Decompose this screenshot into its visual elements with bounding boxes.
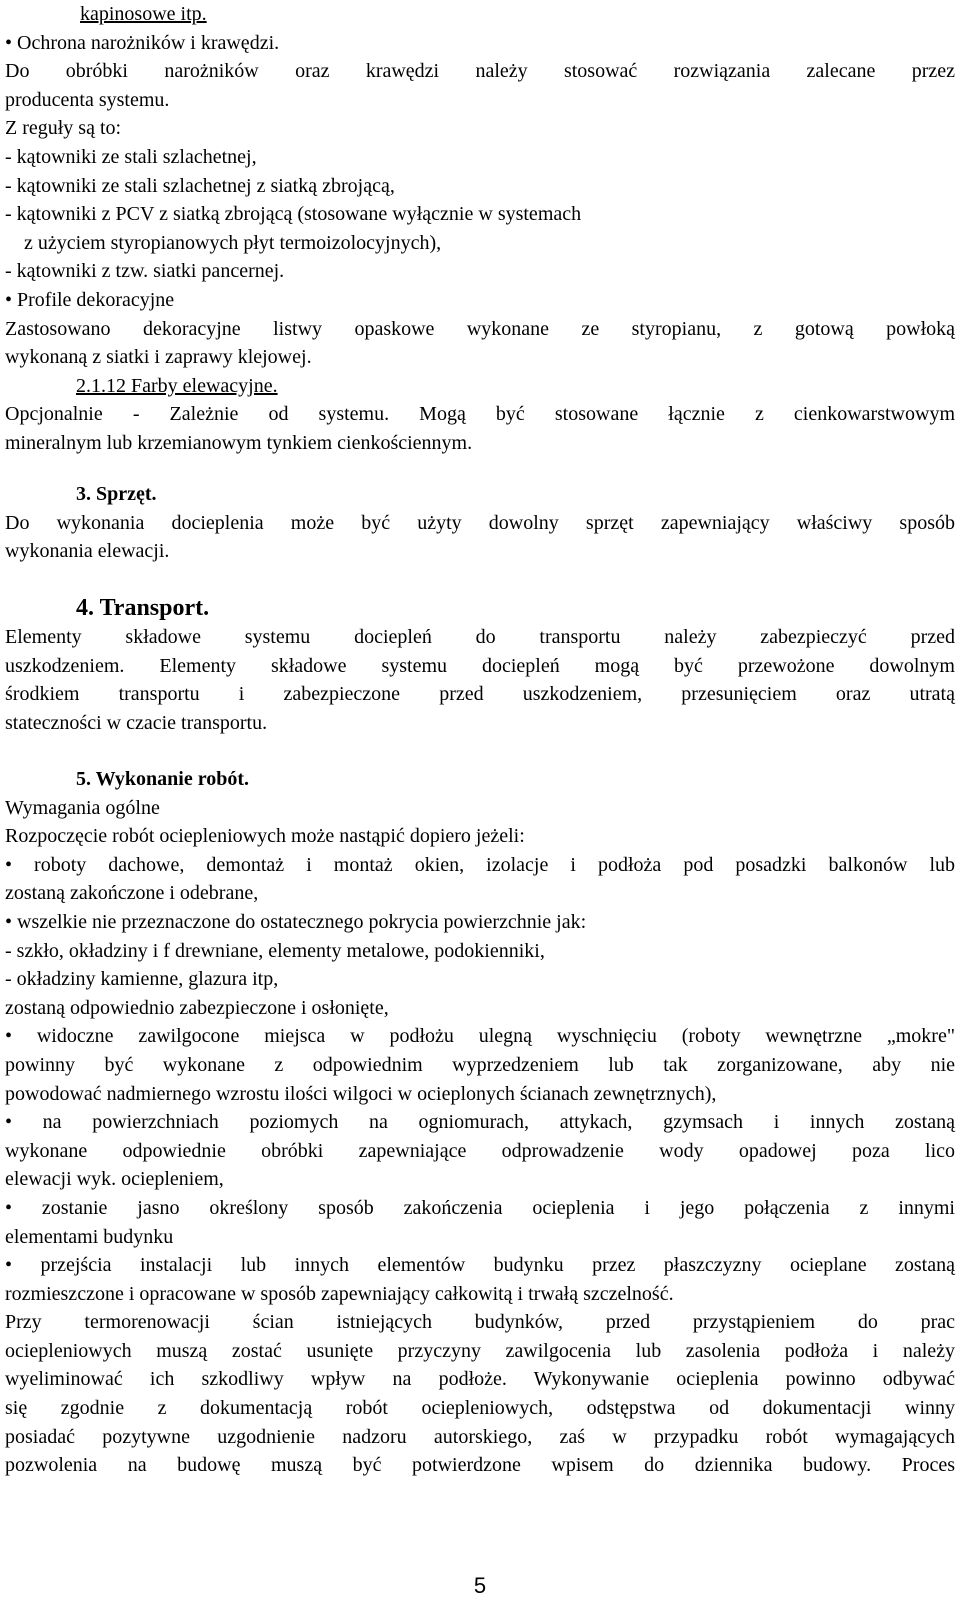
text-line: się zgodnie z dokumentacją robót ociepleniowych, odstępstwa od dokumentacji winny: [5, 1397, 955, 1420]
section-heading: 4. Transport.: [76, 595, 210, 621]
text-line: ociepleniowych muszą zostać usunięte przyczyny zawilgocenia lub zasolenia podłoża i należy: [5, 1339, 955, 1362]
text-line: wykonaną z siatki i zaprawy klejowej.: [5, 346, 312, 369]
subsection-heading: 2.1.12 Farby elewacyjne.: [76, 374, 278, 397]
text-line: Rozpoczęcie robót ociepleniowych może nastąpić dopiero jeżeli:: [5, 825, 525, 848]
text-line: Do obróbki narożników oraz krawędzi należy stosować rozwiązania zalecane przez: [5, 60, 955, 83]
text-line: Opcjonalnie - Zależnie od systemu. Mogą być stosowane łącznie z cienkowarstwowym: [5, 403, 955, 426]
text-line: elewacji wyk. ociepleniem,: [5, 1168, 224, 1191]
bullet-heading: • Ochrona narożników i krawędzi.: [5, 31, 280, 54]
text-line: zostaną zakończone i odebrane,: [5, 882, 259, 905]
list-item: - kątowniki ze stali szlachetnej z siatką zbrojącą,: [5, 174, 395, 197]
section-heading: 3. Sprzęt.: [76, 483, 157, 505]
text-line: producenta systemu.: [5, 88, 170, 111]
text-line: • zostanie jasno określony sposób zakończenia ocieplenia i jego połączenia z innymi: [5, 1196, 955, 1219]
list-item: - kątowniki ze stali szlachetnej,: [5, 145, 257, 168]
bullet-heading: • Profile dekoracyjne: [5, 288, 175, 311]
text-line: środkiem transportu i zabezpieczone przed uszkodzeniem, przesunięciem oraz utratą: [5, 683, 955, 706]
materials-section: [5, 0, 955, 458]
text-line: Zastosowano dekoracyjne listwy opaskowe wykonane ze styropianu, z gotową powłoką: [5, 317, 955, 340]
text-line: • na powierzchniach poziomych na ogniomurach, attykach, gzymsach i innych zostaną: [5, 1111, 955, 1134]
list-item: - kątowniki z tzw. siatki pancernej.: [5, 260, 285, 283]
text-line: powodować nadmiernego wzrostu ilości wilgoci w ocieplonych ścianach zewnętrznych),: [5, 1082, 717, 1105]
section-heading: 5. Wykonanie robót.: [76, 768, 249, 790]
text-line: Wymagania ogólne: [5, 796, 160, 819]
list-item-continuation: z użyciem styropianowych płyt termoizolocyjnych),: [24, 231, 442, 254]
text-line: wykonania elewacji.: [5, 540, 170, 563]
text-line: kapinosowe itp.: [80, 3, 207, 25]
text-line: Przy termorenowacji ścian istniejących budynków, przed przystąpieniem do prac: [5, 1311, 955, 1334]
section-5: [5, 765, 955, 1480]
text-line: powinny być wykonane z odpowiednim wyprzedzeniem lub tak zorganizowane, aby nie: [5, 1053, 955, 1076]
text-line: wyeliminować ich szkodliwy wpływ na podłoże. Wykonywanie ocieplenia powinno odbywać: [5, 1368, 955, 1391]
page-number: 5: [473, 1573, 487, 1598]
text-line: • widoczne zawilgocone miejsca w podłożu ulegną wyschnięciu (roboty wewnętrzne „mokre": [5, 1025, 955, 1048]
text-line: wykonane odpowiednie obróbki zapewniające odprowadzenie wody opadowej poza lico: [5, 1139, 955, 1162]
text-line: zostaną odpowiednio zabezpieczone i osłonięte,: [5, 996, 389, 1019]
text-line: Z reguły są to:: [5, 117, 122, 140]
text-line: uszkodzeniem. Elementy składowe systemu dociepleń mogą być przewożone dowolnym: [5, 654, 955, 677]
section-3: [5, 480, 955, 566]
text-line: elementami budynku: [5, 1225, 174, 1248]
text-line: stateczności w czacie transportu.: [5, 711, 268, 734]
text-line: pozwolenia na budowę muszą być potwierdzone wpisem do dziennika budowy. Proces: [5, 1454, 955, 1477]
text-line: rozmieszczone i opracowane w sposób zapewniający całkowitą i trwałą szczelność.: [5, 1282, 674, 1305]
text-line: posiadać pozytywne uzgodnienie nadzoru autorskiego, zaś w przypadku robót wymagających: [5, 1425, 955, 1448]
section-4: [5, 593, 955, 737]
list-item: - kątowniki z PCV z siatką zbrojącą (stosowane wyłącznie w systemach: [5, 203, 582, 226]
text-line: • przejścia instalacji lub innych elementów budynku przez płaszczyzny ocieplane zostaną: [5, 1254, 955, 1277]
text-line: - szkło, okładziny i f drewniane, elementy metalowe, podokienniki,: [5, 939, 545, 962]
text-line: mineralnym lub krzemianowym tynkiem cienkościennym.: [5, 431, 473, 454]
text-line: Elementy składowe systemu dociepleń do transportu należy zabezpieczyć przed: [5, 626, 955, 648]
text-line: • wszelkie nie przeznaczone do ostatecznego pokrycia powierzchnie jak:: [5, 910, 587, 933]
text-line: • roboty dachowe, demontaż i montaż okien, izolacje i podłoża pod posadzki balkonów lub: [5, 853, 955, 876]
text-line: - okładziny kamienne, glazura itp,: [5, 968, 279, 991]
text-line: Do wykonania docieplenia może być użyty dowolny sprzęt zapewniający właściwy sposób: [5, 511, 955, 534]
